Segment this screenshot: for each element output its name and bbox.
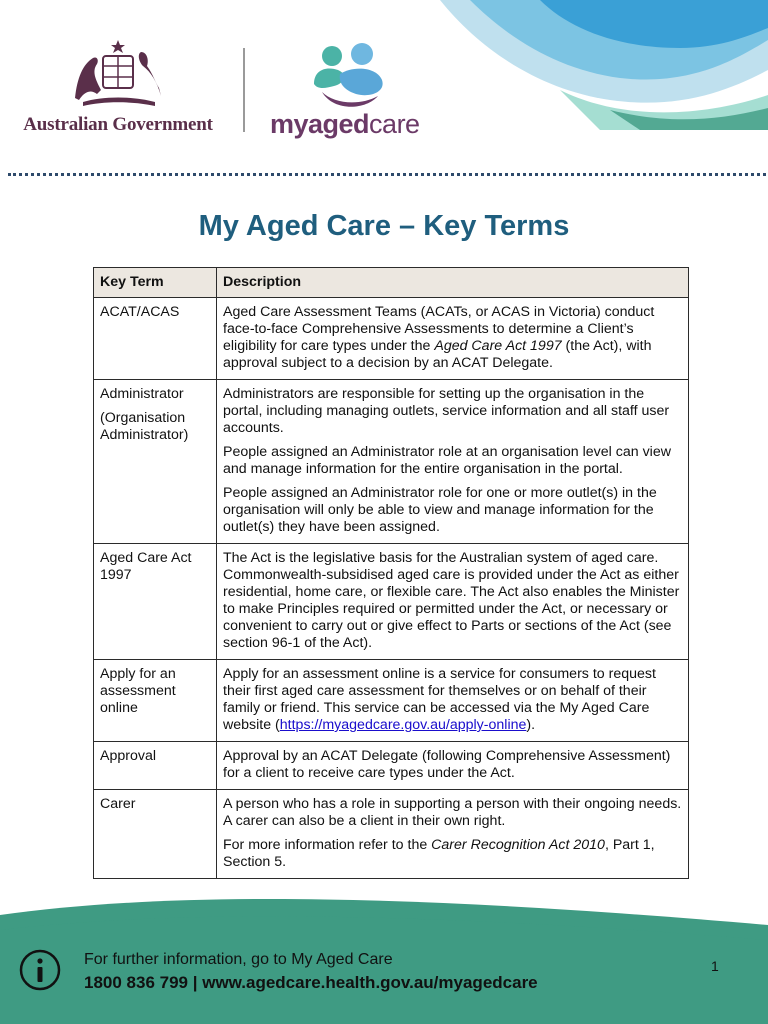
government-name: Australian Government (23, 114, 213, 135)
header-key-term: Key Term (94, 268, 217, 298)
page-number: 1 (711, 958, 719, 974)
table-row (94, 790, 689, 879)
my-aged-care-wordmark (270, 109, 420, 140)
term-cell: Aged Care Act 1997 (94, 544, 217, 660)
description-cell: The Act is the legislative basis for the Australian system of aged care. Commonwealth-subsidised aged care is provided under the Act as either residential, home care, or flexible care. The Act also enables the Minister to make Principles required or permitted under the Act, or necessary or convenient to carry out or give effect to Parts or sections of the Act (see section 96-1 of the Act). (217, 544, 689, 660)
term-cell: ACAT/ACAS (94, 298, 217, 380)
table-row (94, 544, 689, 660)
table-header-row (94, 268, 689, 298)
footer-info-text: For further information, go to My Aged Care (84, 951, 393, 968)
key-terms-table (93, 267, 689, 879)
term-cell: Apply for an assessment online (94, 660, 217, 742)
term-cell: Administrator (Organisation Administrator) (94, 380, 217, 544)
header-description: Description (217, 268, 689, 298)
my-aged-care-logo (268, 40, 428, 140)
description-cell: Aged Care Assessment Teams (ACATs, or ACAS in Victoria) conduct face-to-face Comprehensive Assessments to determine a Client’s eligibility for care types under the Aged Care Act 1997 (the Act), with approval subject to a decision by an ACAT Delegate. (217, 298, 689, 380)
info-icon (16, 946, 64, 994)
description-cell: A person who has a role in supporting a person with their ongoing needs. A carer can also be a client in their own right. For more information refer to the Carer Recognition Act 2010, Part 1, Section 5. (217, 790, 689, 879)
table-row (94, 660, 689, 742)
coat-of-arms-icon (63, 38, 173, 110)
australian-government-logo (18, 38, 218, 138)
page-title: My Aged Care – Key Terms (198, 210, 570, 242)
table-row (94, 742, 689, 790)
footer-phone[interactable]: 1800 836 799 (84, 973, 188, 992)
brand-my: myaged (270, 109, 370, 139)
brand-care: care (369, 109, 420, 139)
apply-online-link[interactable]: https://myagedcare.gov.au/apply-online (279, 717, 527, 733)
description-cell: Administrators are responsible for setting up the organisation in the portal, including managing outlets, service information and all staff user accounts. People assigned an Administrator role at an organisation level can view and manage information for the entire organisation in the portal. People assigned an Administrator role for one or more outlet(s) in the organisation will only be able to view and manage information for the outlet(s) they have been assigned. (217, 380, 689, 544)
table-row (94, 298, 689, 380)
term-cell: Approval (94, 742, 217, 790)
logo-divider (243, 48, 245, 132)
description-cell: Approval by an ACAT Delegate (following Comprehensive Assessment) for a client to receive care types under the Act. (217, 742, 689, 790)
my-aged-care-people-icon (304, 40, 388, 110)
table-row (94, 380, 689, 544)
header-dotted-rule (8, 173, 766, 176)
description-cell: Apply for an assessment online is a service for consumers to request their first aged care assessment for themselves or on behalf of their family or friend. This service can be accessed via the My Aged Care website (https://myagedcare.gov.au/apply-online). (217, 660, 689, 742)
footer-url[interactable]: www.agedcare.health.gov.au/myagedcare (202, 973, 538, 992)
footer-contact (84, 973, 538, 993)
term-cell: Carer (94, 790, 217, 879)
footer-separator: | (192, 973, 198, 992)
